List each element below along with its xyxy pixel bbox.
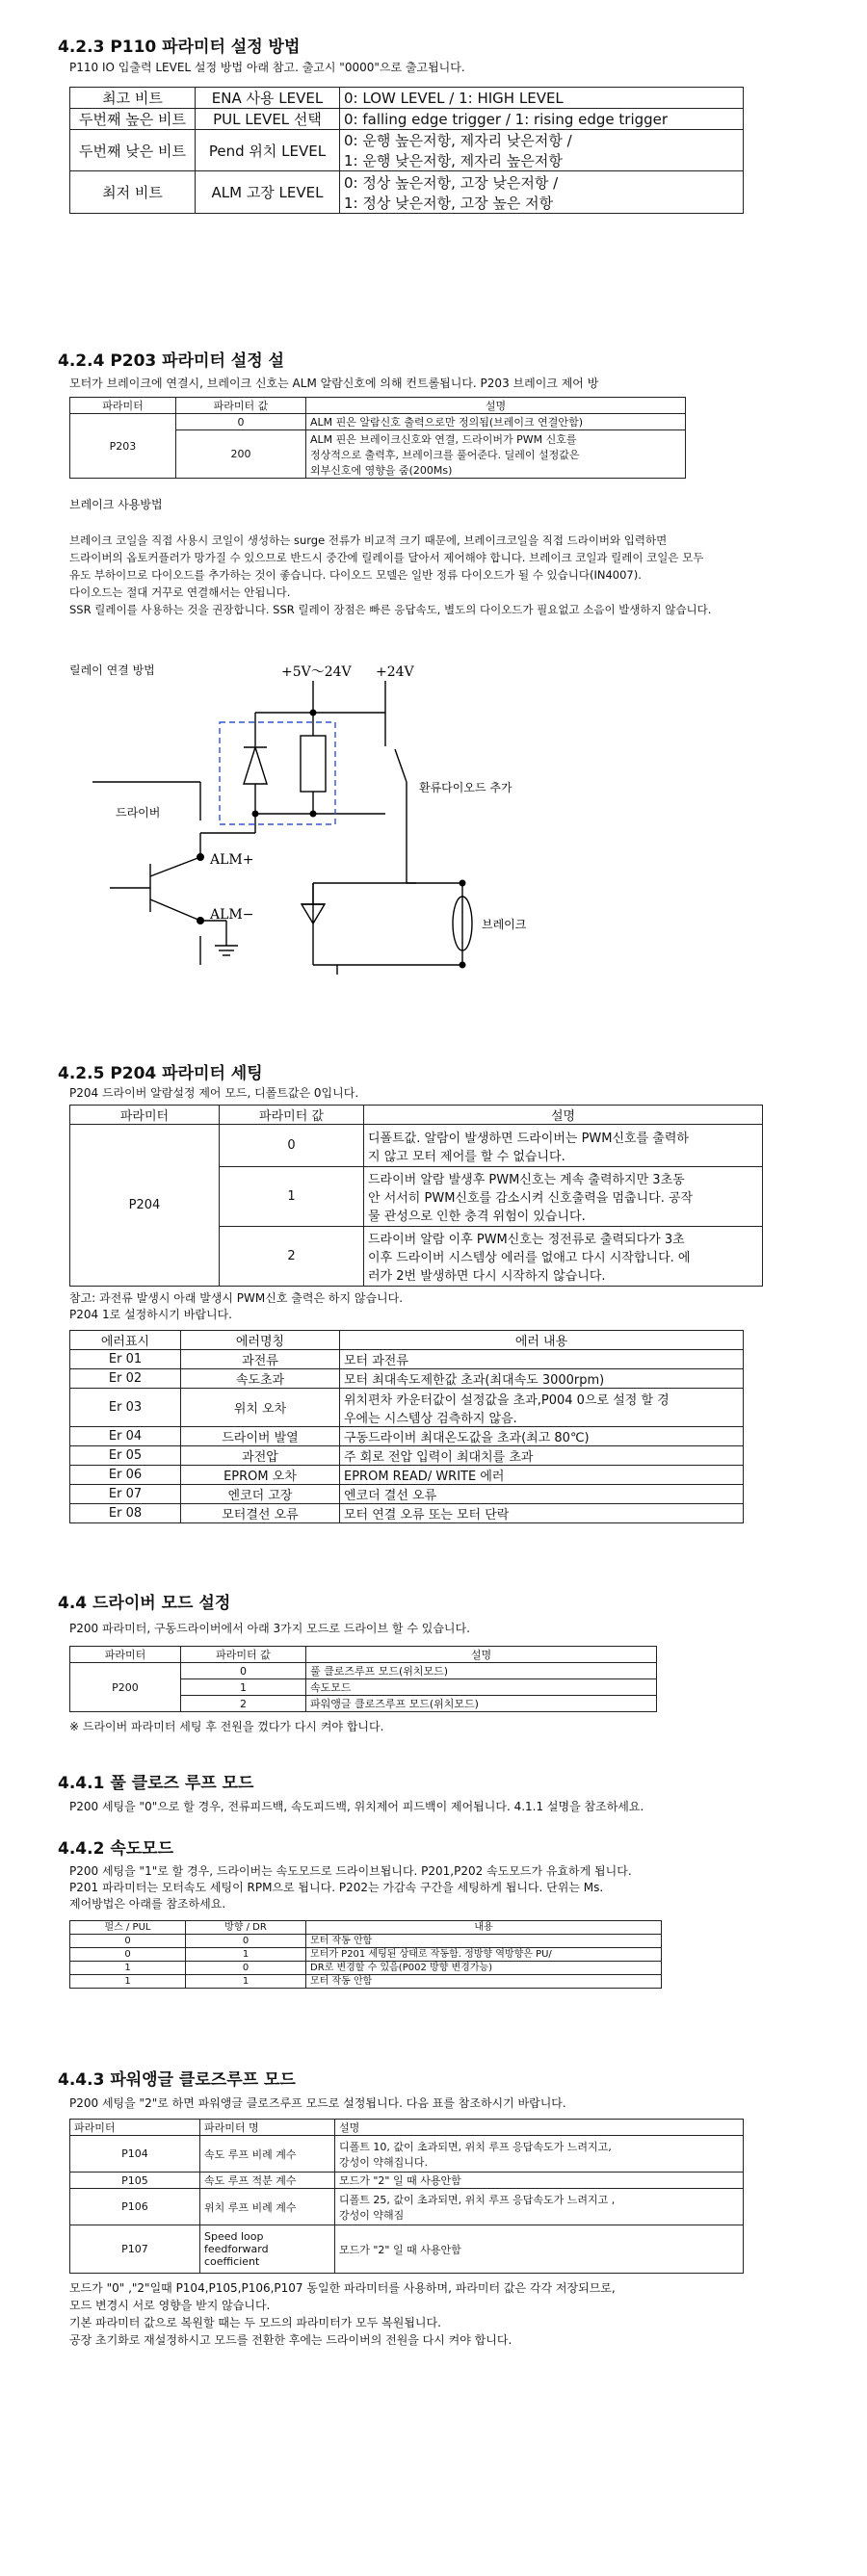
table-header-row <box>70 1106 763 1125</box>
alm-minus-label: ALM− <box>210 907 254 923</box>
name-cell: PUL LEVEL 선택 <box>196 109 340 130</box>
header-cell: 설명 <box>306 398 686 414</box>
table-row: Er 03 위치 오차 위치편차 카운터값이 설정값을 초과,P004 0으로 설정 할 경 우에는 시스템상 검측하지 않음. <box>70 1389 744 1427</box>
table-row: Er 07 엔코더 고장 엔코더 결선 오류 <box>70 1485 744 1504</box>
section-heading-p110: 4.2.3 P110 파라미터 설정 방법 <box>58 38 301 57</box>
table-row: P200 0 풀 클로즈루프 모드(위치모드) <box>70 1663 657 1679</box>
table-row <box>70 1125 763 1167</box>
table-row: Er 05 과전압 주 회로 전압 입력이 최대치를 초과 <box>70 1446 744 1466</box>
value-cell: 0 <box>176 414 306 430</box>
p204-intro-text: P204 드라이버 알람설정 제어 모드, 디폴트값은 0입니다. <box>69 1086 359 1100</box>
param-cell: P200 <box>70 1663 181 1712</box>
desc-cell: 0: LOW LEVEL / 1: HIGH LEVEL <box>340 88 744 109</box>
header-cell: 에러명칭 <box>181 1331 340 1350</box>
table-row: Er 06 EPROM 오차 EPROM READ/ WRITE 에러 <box>70 1466 744 1485</box>
param-cell: P203 <box>70 414 176 479</box>
p204-note-2: P204 1로 설정하시기 바랍니다. <box>69 1308 232 1321</box>
desc-cell: 드라이버 알람 이후 PWM신호는 정전류로 출력되다가 3초 이후 드라이버 시스템상 에러를 없애고 다시 시작합니다. 에 러가 2번 발생하면 다시 시작하지 않습니다. <box>364 1227 763 1287</box>
driver-mode-note: ※ 드라이버 파라미터 세팅 후 전원을 껐다가 다시 켜야 합니다. <box>69 1720 384 1733</box>
table-header-row <box>70 1331 744 1350</box>
header-cell: 에러표시 <box>70 1331 181 1350</box>
table-row: 0 1 모터가 P201 세팅된 상태로 작동함. 정방향 역방향은 PU/ <box>70 1948 662 1962</box>
power-angle-table <box>69 2119 744 2274</box>
table-row: 1 0 DR로 변경할 수 있음(P002 방향 변경가능) <box>70 1962 662 1975</box>
table-header-row <box>70 2120 744 2136</box>
p203-intro-text: 모터가 브레이크에 연결시, 브레이크 신호는 ALM 알람신호에 의해 컨트롤됩니다. P203 브레이크 제어 방 <box>69 377 599 390</box>
desc-cell: 디폴트값. 알람이 발생하면 드라이버는 PWM신호를 출력하 지 않고 모터 제어를 할 수 없습니다. <box>364 1125 763 1167</box>
table-row: 1 속도모드 <box>70 1679 657 1696</box>
table-row <box>70 130 744 171</box>
header-cell: 설명 <box>306 1647 657 1663</box>
value-cell: 2 <box>220 1227 364 1287</box>
bit-cell: 최저 비트 <box>70 171 196 214</box>
desc-cell: ALM 핀은 브레이크신호와 연결, 드라이버가 PWM 신호를 정상적으로 출력후, 브레이크를 풀어준다. 딜레이 설정값은 외부신호에 영향을 줌(200Ms) <box>306 430 686 479</box>
desc-cell: 0: 운행 높은저항, 제자리 낮은저항 / 1: 운행 낮은저항, 제자리 높은저항 <box>340 130 744 171</box>
speed-mode-text-1: P200 세팅을 "1"로 할 경우, 드라이버는 속도모드로 드라이브됩니다. P201,P202 속도모드가 유효하게 됩니다. <box>69 1864 632 1878</box>
table-row <box>70 414 686 430</box>
section-heading-driver-mode: 4.4 드라이버 모드 설정 <box>58 1594 231 1613</box>
desc-cell: 드라이버 알람 발생후 PWM신호는 계속 출력하지만 3초동 안 서서히 PWM신호를 감소시켜 신호출력을 멈춥니다. 공작 물 관성으로 인한 충격 위험이 있습니다. <box>364 1167 763 1227</box>
header-cell: 파라미터 값 <box>181 1647 306 1663</box>
table-row <box>70 109 744 130</box>
table-row: Er 08 모터결선 오류 모터 연결 오류 또는 모터 단락 <box>70 1504 744 1523</box>
power-angle-intro: P200 세팅을 "2"로 하면 파워앵글 클로즈루프 모드로 설정됩니다. 다음 표를 참조하시기 바랍니다. <box>69 2096 566 2110</box>
table-row: 2 파워앵글 클로즈루프 모드(위치모드) <box>70 1696 657 1712</box>
name-cell: ENA 사용 LEVEL <box>196 88 340 109</box>
driver-mode-table <box>69 1646 657 1712</box>
full-closed-loop-text: P200 세팅을 "0"으로 할 경우, 전류피드백, 속도피드백, 위치제어 피드백이 제어됩니다. 4.1.1 설명을 참조하세요. <box>69 1800 644 1813</box>
relay-connection-diagram <box>58 647 636 975</box>
p204-table <box>69 1105 763 1287</box>
speed-mode-text-3: 제어방법은 아래를 참조하세요. <box>69 1897 226 1911</box>
table-row: P106 위치 루프 비례 계수 디폴트 25, 값이 초과되면, 위치 루프 응답속도가 느려지고 , 강성이 약해짐 <box>70 2189 744 2225</box>
p204-note-1: 참고: 과전류 발생시 아래 발생시 PWM신호 출력은 하지 않습니다. <box>69 1291 404 1305</box>
table-row <box>70 88 744 109</box>
section-heading-p203: 4.2.4 P203 파라미터 설정 설 <box>58 351 284 371</box>
name-cell: Pend 위치 LEVEL <box>196 130 340 171</box>
alm-plus-label: ALM+ <box>210 852 254 868</box>
header-cell: 에러 내용 <box>340 1331 744 1350</box>
table-header-row <box>70 1647 657 1663</box>
table-row: Er 01 과전류 모터 과전류 <box>70 1350 744 1369</box>
header-cell: 방향 / DR <box>186 1921 306 1935</box>
value-cell: 200 <box>176 430 306 479</box>
header-cell: 펄스 / PUL <box>70 1921 186 1935</box>
driver-mode-intro: P200 파라미터, 구동드라이버에서 아래 3가지 모드로 드라이브 할 수 있습니다. <box>69 1622 470 1635</box>
voltage-range-label: +5V～24V <box>281 664 352 680</box>
table-row: P107 Speed loop feedforward coefficient 모드가 "2" 일 때 사용안함 <box>70 2225 744 2274</box>
diode-note-label: 환류다이오드 추가 <box>419 781 512 794</box>
table-header-row <box>70 1921 662 1935</box>
header-cell: 설명 <box>364 1106 763 1125</box>
header-cell: 파라미터 <box>70 2120 200 2136</box>
header-cell: 설명 <box>335 2120 744 2136</box>
header-cell: 내용 <box>306 1921 662 1935</box>
speed-mode-table <box>69 1920 662 1989</box>
param-cell: P204 <box>70 1125 220 1287</box>
brake-label: 브레이크 <box>482 918 527 931</box>
power-angle-notes: 모드가 "0" ,"2"일때 P104,P105,P106,P107 동일한 파라미터를 사용하며, 파라미터 값은 각각 저장되므로, 모드 변경시 서로 영향을 받지 않습니다. 기본 파라미터 값으로 복원할 때는 두 모드의 파라미터가 모두 복원됩니다. 공장 초기화로 재설정하시고 모드를 전환한 후에는 드라이버의 전원을 다시 켜야 합니다. <box>69 2281 616 2347</box>
section-heading-speed-mode: 4.4.2 속도모드 <box>58 1839 174 1859</box>
p110-level-table <box>69 87 744 214</box>
desc-cell: ALM 핀은 알람신호 출력으로만 정의됨(브레이크 연결안함) <box>306 414 686 430</box>
error-code-table <box>69 1330 744 1523</box>
header-cell: 파라미터 값 <box>176 398 306 414</box>
p203-table <box>69 397 686 479</box>
table-header-row <box>70 398 686 414</box>
bit-cell: 최고 비트 <box>70 88 196 109</box>
driver-label: 드라이버 <box>116 806 161 820</box>
table-row: 1 1 모터 작동 안함 <box>70 1975 662 1989</box>
desc-cell: 0: 정상 높은저항, 고장 낮은저항 / 1: 정상 낮은저항, 고장 높은 저항 <box>340 171 744 214</box>
relay-diagram-title: 릴레이 연결 방법 <box>69 664 155 677</box>
table-row: Er 04 드라이버 발열 구동드라이버 최대온도값을 초과(최고 80℃) <box>70 1427 744 1446</box>
section-heading-full-closed-loop: 4.4.1 풀 클로즈 루프 모드 <box>58 1774 254 1793</box>
bit-cell: 두번째 낮은 비트 <box>70 130 196 171</box>
name-cell: ALM 고장 LEVEL <box>196 171 340 214</box>
table-row: 0 0 모터 작동 안함 <box>70 1935 662 1948</box>
table-row: Er 02 속도초과 모터 최대속도제한값 초과(최대속도 3000rpm) <box>70 1369 744 1389</box>
header-cell: 파라미터 <box>70 1647 181 1663</box>
desc-cell: 0: falling edge trigger / 1: rising edge trigger <box>340 109 744 130</box>
section-heading-power-angle: 4.4.3 파워앵글 클로즈루프 모드 <box>58 2070 296 2090</box>
value-cell: 1 <box>220 1167 364 1227</box>
brake-usage-label: 브레이크 사용방법 <box>69 498 163 511</box>
brake-usage-paragraph: 브레이크 코일을 직접 사용시 코일이 생성하는 surge 전류가 비교적 크기 때문에, 브레이크코일을 직접 드라이버와 입력하면 드라이버의 옵토커플러가 망가질 수 있으므로 반드시 중간에 릴레이를 달아서 제어해야 합니다. 브레이크 코일과 릴레이 코일은 모두 유도 부하이므로 다이오드를 추가하는 것이 좋습니다. 다이오드 모델은 일반 정류 다이오드가 될 수 있습니다(IN4007). 다이오드는 절대 거꾸로 연결해서는 안됩니다. SSR 릴레이를 사용하는 것을 권장합니다. SSR 릴레이 장점은 빠른 응답속도, 별도의 다이오드가 필요없고 소음이 발생하지 않습니다. <box>69 533 712 616</box>
voltage-24v-label: +24V <box>376 664 414 680</box>
section-heading-p204: 4.2.5 P204 파라미터 세팅 <box>58 1064 263 1083</box>
table-row <box>70 171 744 214</box>
header-cell: 파라미터 값 <box>220 1106 364 1125</box>
table-row: P105 속도 루프 적분 계수 모드가 "2" 일 때 사용안함 <box>70 2173 744 2189</box>
header-cell: 파라미터 <box>70 1106 220 1125</box>
bit-cell: 두번째 높은 비트 <box>70 109 196 130</box>
speed-mode-text-2: P201 파라미터는 모터속도 세팅이 RPM으로 됩니다. P202는 가감속 구간을 세팅하게 됩니다. 단위는 Ms. <box>69 1881 604 1894</box>
p110-intro-text: P110 IO 입출력 LEVEL 설정 방법 아래 참고. 출고시 "0000"으로 출고됩니다. <box>69 61 465 74</box>
table-row: P104 속도 루프 비례 계수 디폴트 10, 값이 초과되면, 위치 루프 응답속도가 느려지고, 강성이 약해집니다. <box>70 2136 744 2173</box>
header-cell: 파라미터 명 <box>200 2120 335 2136</box>
header-cell: 파라미터 <box>70 398 176 414</box>
value-cell: 0 <box>220 1125 364 1167</box>
